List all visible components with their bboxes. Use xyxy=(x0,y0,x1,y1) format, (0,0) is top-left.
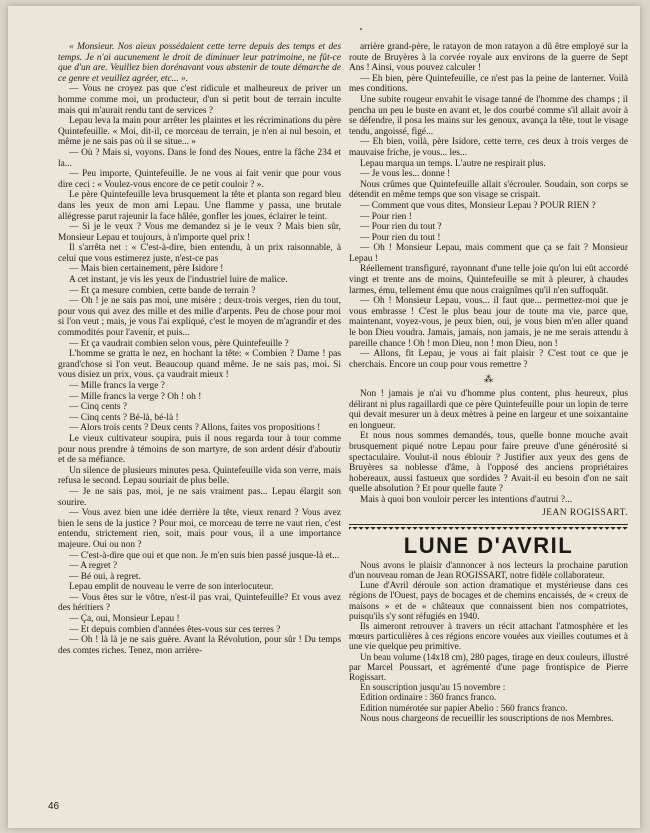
page-number: 46 xyxy=(48,801,60,812)
paragraph: Lepau emplit de nouveau le verre de son interlocuteur. xyxy=(69,582,274,593)
paragraph: — Bé oui, à regret. xyxy=(69,571,141,582)
paragraph: — Si je le veux ? Vous me demandez si je le veux ? Mais bien sûr, Monsieur Lepau et toujours, à n'importe quel prix ! xyxy=(58,222,341,243)
paragraph: — Eh bien, père Quintefeuille, ce n'est pas la peine de lanterner. Voilà mes conditions. xyxy=(349,73,628,95)
paragraph: L'homme se gratta le nez, en hochant la tête: « Combien ? Dame ! pas grand'chose si l'on veut. Beaucoup quand même. Je ne sais pas, moi. Si vous disiez un prix, vous. ça vaudrait mieux ! xyxy=(58,349,341,381)
announcement-headline: LUNE D'AVRIL xyxy=(403,533,574,559)
paragraph: — Vous êtes sur le vôtre, n'est-il pas vrai, Quintefeuille? Et vous avez des héritiers ? xyxy=(58,592,341,614)
paragraph: — Et ça vaudrait combien selon vous, père Quintefeuille ? xyxy=(69,338,289,349)
announcement-paragraph: Nous avons le plaisir d'annoncer à nos lecteurs la prochaine parution d'un nouveau roman de Jean ROGISSART, notre fidèle collaborateur. xyxy=(349,559,628,580)
announcement-paragraph: En souscription jusqu'au 15 novembre : xyxy=(360,682,506,693)
announcement-paragraph: Nous nous chargeons de recueillir les souscriptions de nos Membres. xyxy=(360,712,614,723)
paragraph: « Monsieur. Nos aïeux possédaient cette terre depuis des temps et des temps. Je n'ai aucunement le droit de diminuer leur patrimoine, ne fût-ce que d'un are. Veuillez bien dorénavant vous abstenir de toute démarche de ce genre et veuillez agréer, etc... ». xyxy=(58,42,341,84)
paragraph: — Cinq cents ? Bé-là, bé-là ! xyxy=(69,412,179,423)
author-signature: JEAN ROGISSART. xyxy=(542,507,628,518)
paragraph: arrière grand-père, le ratayon de mon ratayon a dû être employé sur la route de Bruyères à la corvée royale aux environs de la guerre de Sept Ans ! Ainsi, vous pouvez calculer ! xyxy=(349,42,628,74)
announcement-paragraph: Lune d'Avril déroule son action dramatique et mystérieuse dans ces régions de l'Ouest, pays de bocages et de chemins encaissés, de « creux de maisons » et de « châteaux que connaissent bien nos compatriotes, puisqu'ils s'y sont réfugiés en 1940. xyxy=(349,580,628,621)
paragraph: Et nous nous sommes demandés, tous, quelle bonne mouche avait brusquement piqué notre Lepau pour faire preuve d'une générosité si spectaculaire. Voulut-il nous éblouir ? Justifier aux yeux des gens de Bruyères sa noblesse d'âme, à l'opposé des anciens propriétaires hobereaux, aussi fastueux que sordides ? Avait-il eu besoin d'on ne sait quelle absolution ? Et pour quelle faute ? xyxy=(349,431,628,495)
paragraph: — Peu importe, Quintefeuille. Je ne vous ai fait venir que pour vous dire ceci : « Voulez-vous encore de ce petit couloir ? ». xyxy=(58,169,341,190)
paragraph: — Et depuis combien d'années êtes-vous sur ces terres ? xyxy=(69,624,281,635)
right-column-closing-text xyxy=(349,389,628,506)
paragraph: — Mille francs la verge ? xyxy=(69,381,165,391)
section-separator: ⁂ xyxy=(484,374,493,385)
paragraph: — Où ? Mais si, voyons. Dans le fond des Noues, entre la fâche 234 et la... xyxy=(58,147,341,169)
paragraph: — Cinq cents ? xyxy=(69,402,128,413)
paragraph: Nous crûmes que Quintefeuille allait s'écrouler. Soudain, son corps se détendit en même temps que son visage se crispait. xyxy=(349,179,628,201)
magazine-page xyxy=(8,6,640,828)
paragraph: — Eh bien, voilà, père Isidore, cette terre, ces deux à trois verges de mauvaise friche, je vous... les... xyxy=(349,137,628,158)
announcement-paragraph: Edition ordinaire : 360 francs franco. xyxy=(360,692,497,703)
paragraph: — A regret ? xyxy=(69,561,118,572)
paragraph: — Oh ! Monsieur Lepau, mais comment que ça se fait ? Monsieur Lepau ! xyxy=(349,243,628,264)
announcement-paragraph: Edition numérotée sur papier Abelio : 560 francs franco. xyxy=(360,702,568,713)
paragraph: — Je vous les... donne ! xyxy=(360,169,451,180)
paragraph: — Pour rien du tout ! xyxy=(360,232,441,243)
paragraph: — Comment que vous dites, Monsieur Lepau ? POUR RIEN ? xyxy=(360,200,596,211)
paragraph: — Mais bien certainement, père Isidore ! xyxy=(69,264,224,275)
paragraph: — Alors trois cents ? Deux cents ? Allons, faites vos propositions ! xyxy=(69,423,321,434)
paragraph: Mais à quoi bon vouloir percer les intentions d'autrui ?... xyxy=(360,494,573,505)
paragraph: — Oh ! là là je ne sais guère. Avant la Révolution, pour sûr ! Du temps des comtes riches. Tenez, mon arrière- xyxy=(58,635,341,656)
announcement-body xyxy=(349,560,628,723)
announcement-paragraph: Ils aimeront retrouver à travers un récit attachant l'atmosphère et les mœurs particulières à ces régions encore vouées aux vieilles coutumes et à une vie quelque peu primitive. xyxy=(349,620,628,652)
paragraph: — Allons, fit Lepau, je vous ai fait plaisir ? C'est tout ce que je cherchais. Encore un coup pour vous remettre ? xyxy=(349,349,628,370)
left-column xyxy=(58,42,341,656)
paragraph: — Vous ne croyez pas que c'est ridicule et malheureux de priver un homme comme moi, un producteur, d'un si petit bout de terrain inculte mais qui m'aurait rendu tant de services ? xyxy=(58,84,341,116)
announcement-paragraph: Un beau volume (14x18 cm), 280 pages, tirage en deux couleurs, illustré par Marcel Poussart, et agrémenté d'une page frontispice de Pierre Rogissart. xyxy=(349,651,628,682)
paragraph: — Je ne sais pas, moi, je ne sais vraiment pas... Lepau élargit son sourire. xyxy=(58,486,341,508)
paragraph: — Ça, oui, Monsieur Lepau ! xyxy=(69,614,180,625)
paragraph: Réellement transfiguré, rayonnant d'une telle joie qu'on lui eût accordé vingt et trente ans de moins, Quintefeuille se mit à pleurer, à chaudes larmes, ému, tellement ému que nous craignîmes qu'il n'en suffoquât. xyxy=(349,264,628,296)
right-column-text xyxy=(349,42,628,370)
paragraph: — Oh ! je ne sais pas moi, une misère ; deux-trois verges, rien du tout, pour vous qui avez des mille et des mille d'arpents. Peu de chose pour moi si l'on veut ; mais, je vous l'ai expliqué, c'est le moyen de m'agrandir et des commodités pour l'avenir, et puis... xyxy=(58,296,341,339)
paragraph: Une subite rougeur envahit le visage tanné de l'homme des champs ; il pencha un peu le buste en avant et, le dos courbé comme s'il allait avoir à se défendre, il posa les mains sur les genoux, avança la tête, tout le visage tendu, angoissé, figé... xyxy=(349,94,628,137)
paragraph: — Mille francs la verge ? Oh ! oh ! xyxy=(69,391,202,402)
paragraph: — Pour rien ! xyxy=(360,211,412,222)
paragraph: Le vieux cultivateur soupira, puis il nous regarda tour à tour comme pour nous prendre à témoins de son martyre, de son ardent désir d'aboutir et de sa méfiance. xyxy=(58,433,341,466)
paragraph: Un silence de plusieurs minutes pesa. Quintefeuille vida son verre, mais refusa le second. Lepau souriait de plus belle. xyxy=(58,465,341,487)
right-column xyxy=(349,42,628,723)
paragraph: — Oh ! Monsieur Lepau, vous... il faut que... permettez-moi que je vous embrasse ! C'est le plus beau jour de toute ma vie, parce que, maintenant, voyez-vous, je peux bien, oui, je vous bien m'en aller quand le bon Dieu voudra. Jamais, jamais, non jamais, je ne me serais attendu à pareille chance ! Oh ! mon Dieu, non ! mon Dieu, non ! xyxy=(349,296,628,349)
paragraph: — C'est-à-dire que oui et que non. Je m'en suis bien passé jusque-là et... xyxy=(69,550,340,561)
paragraph: A cet instant, je vis les yeux de l'industriel luire de malice. xyxy=(69,275,288,286)
decorative-zigzag-rule xyxy=(349,524,628,533)
paragraph: Lepau marqua un temps. L'autre ne respirait plus. xyxy=(360,158,546,169)
paragraph: — Vous avez bien une idée derrière la tête, vieux renard ? Vous avez bien le sens de la justice ? Pour moi, ce morceau de terre ne vaut rien, c'est entendu, strictement rien, soit, mais pour vous, il a une importance majeure. Oui ou non ? xyxy=(58,508,341,550)
paragraph: Le père Quintefeuille leva brusquement la tête et planta son regard bleu dans les yeux de mon ami Lepau. Une flamme y passa, une brutale allégresse parut rajeunir la face hâlée, gonfler les joues, éclairer le teint. xyxy=(58,190,341,222)
paragraph: Lepau leva la main pour arrêter les plaintes et les récriminations du père Quintefeuille. « Moi, dit-il, ce morceau de terrain, je n'en ai nul besoin, et même je ne sais pas où il se situe... » xyxy=(58,116,341,148)
paragraph: — Et ça mesure combien, cette bande de terrain ? xyxy=(69,285,256,296)
page-speck xyxy=(360,28,362,30)
paragraph: Non ! jamais je n'ai vu d'homme plus content, plus heureux, plus délirant ni plus ragaillardi que ce père Quintefeuille pour un lopin de terre qui devait mesurer un à deux mètres à peine en largeur et une soixantaine en longueur. xyxy=(349,389,628,431)
paragraph: Il s'arrêta net : « C'est-à-dire, bien entendu, à un prix raisonnable, à celui que vous estimerez juste, n'est-ce pas xyxy=(58,243,341,264)
paragraph: — Pour rien du tout ? xyxy=(360,222,442,233)
